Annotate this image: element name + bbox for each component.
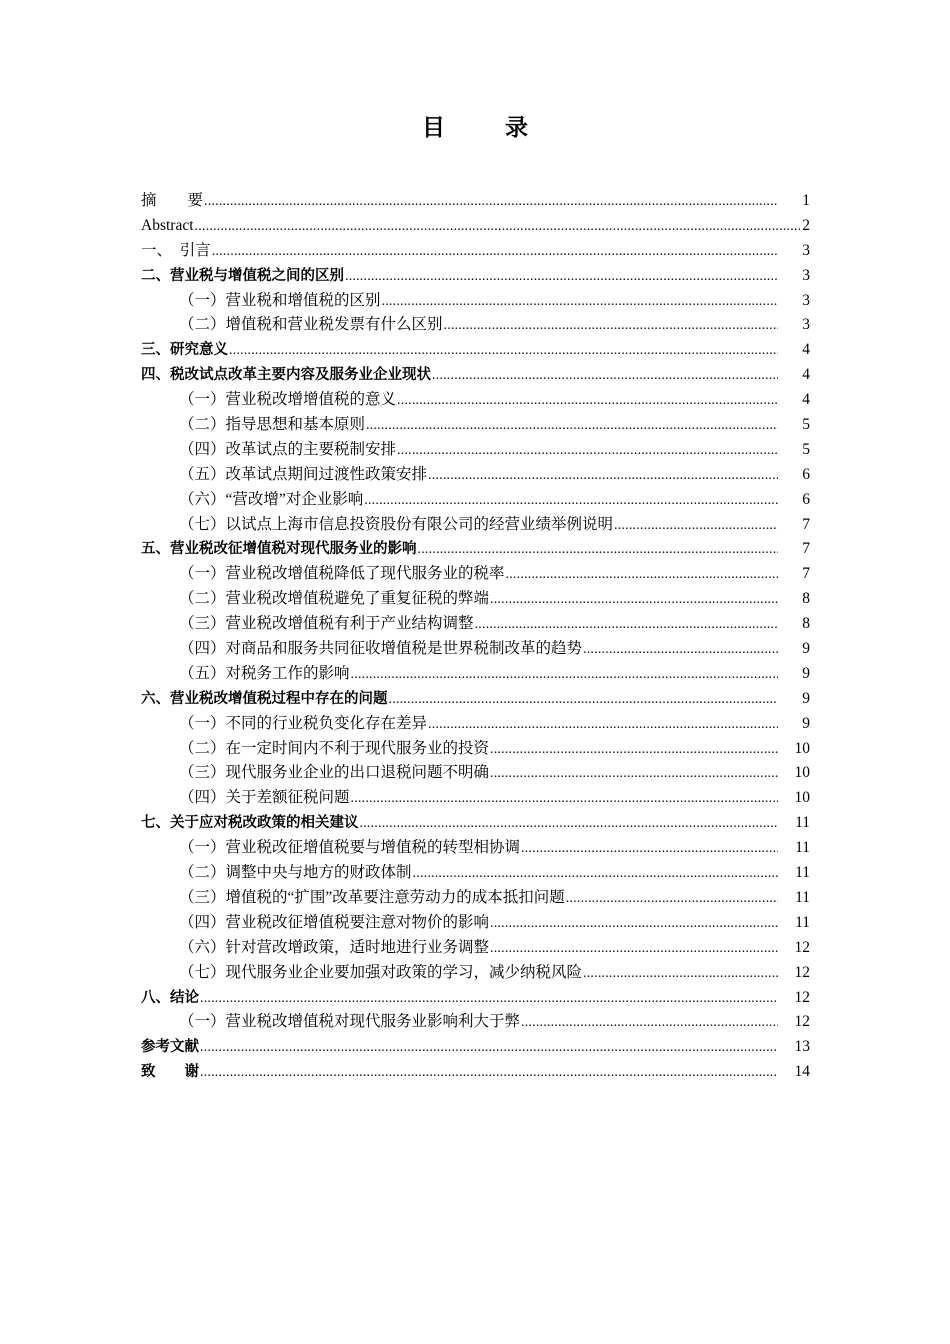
toc-dot-leader xyxy=(490,588,778,613)
toc-entry-label: （四）关于差额征税问题 xyxy=(179,789,350,807)
toc-entry-page-number: 12 xyxy=(794,988,810,1006)
toc-dot-leader xyxy=(506,563,778,588)
toc-entry-label: 三、研究意义 xyxy=(141,342,228,359)
toc-entry-label: （五）改革试点期间过渡性政策安排 xyxy=(179,465,428,483)
toc-dot-leader xyxy=(413,862,778,887)
toc-entry-page-number: 4 xyxy=(802,341,810,359)
toc-entry-page-number: 12 xyxy=(794,963,810,981)
toc-entry-label: 八、结论 xyxy=(141,989,199,1006)
toc-entry[interactable] xyxy=(141,413,810,438)
toc-entry[interactable] xyxy=(141,737,810,762)
toc-entry[interactable] xyxy=(141,264,810,289)
toc-entry-page-number: 13 xyxy=(794,1038,810,1056)
toc-entry[interactable] xyxy=(141,986,810,1011)
toc-entry-page-number: 10 xyxy=(794,764,810,782)
toc-entry-label: （七）以试点上海市信息投资股份有限公司的经营业绩举例说明 xyxy=(179,515,614,533)
toc-dot-leader xyxy=(345,265,778,290)
toc-entry-page-number: 10 xyxy=(794,739,810,757)
toc-entry-label: （一）营业税改征增值税要与增值税的转型相协调 xyxy=(179,839,521,857)
toc-entry-page-number: 5 xyxy=(802,416,810,434)
toc-entry[interactable] xyxy=(141,1010,810,1035)
toc-entry-label: （一）营业税改增增值税的意义 xyxy=(179,391,397,409)
toc-entry[interactable] xyxy=(141,1060,810,1085)
toc-entry-page-number: 11 xyxy=(795,913,810,931)
toc-entry[interactable] xyxy=(141,363,810,388)
toc-entry-page-number: 6 xyxy=(802,490,810,508)
toc-entry-label: 七、关于应对税改政策的相关建议 xyxy=(141,815,359,832)
toc-entry-label: 致 谢 xyxy=(141,1064,199,1081)
toc-entry-page-number: 7 xyxy=(802,515,810,533)
toc-entry-page-number: 12 xyxy=(794,938,810,956)
toc-entry-label: （一）营业税改增值税对现代服务业影响利大于弊 xyxy=(179,1013,521,1031)
toc-entry[interactable] xyxy=(141,811,810,836)
toc-dot-leader xyxy=(583,638,778,663)
toc-entry[interactable] xyxy=(141,562,810,587)
toc-entry-page-number: 6 xyxy=(802,465,810,483)
toc-entry-page-number: 9 xyxy=(802,714,810,732)
toc-entry[interactable] xyxy=(141,637,810,662)
toc-entry-label: 摘 要 xyxy=(141,192,204,209)
toc-dot-leader xyxy=(418,538,779,563)
toc-entry[interactable] xyxy=(141,886,810,911)
toc-dot-leader xyxy=(397,389,778,414)
toc-entry-page-number: 3 xyxy=(802,291,810,309)
toc-entry-page-number: 12 xyxy=(794,1013,810,1031)
toc-entry-label: （三）营业税改增值税有利于产业结构调整 xyxy=(179,615,474,633)
toc-dot-leader xyxy=(583,962,778,987)
toc-entry-page-number: 11 xyxy=(795,888,810,906)
toc-entry-page-number: 10 xyxy=(794,789,810,807)
toc-entry-page-number: 11 xyxy=(795,864,810,882)
toc-dot-leader xyxy=(444,314,778,339)
toc-entry[interactable] xyxy=(141,214,810,239)
toc-entry-page-number: 7 xyxy=(802,565,810,583)
toc-dot-leader xyxy=(432,364,778,389)
toc-dot-leader xyxy=(475,613,778,638)
toc-entry-label: （四）营业税改征增值税要注意对物价的影响 xyxy=(179,913,490,931)
toc-entry-page-number: 1 xyxy=(802,192,810,209)
toc-entry-page-number: 14 xyxy=(794,1063,810,1081)
toc-entry-label: （二）营业税改增值税避免了重复征税的弊端 xyxy=(179,590,490,608)
toc-entry-page-number: 7 xyxy=(802,540,810,558)
toc-dot-leader xyxy=(389,688,779,713)
toc-entry[interactable] xyxy=(141,911,810,936)
toc-entry-label: （六）针对营改增政策，适时地进行业务调整 xyxy=(179,938,490,956)
toc-entry-page-number: 3 xyxy=(802,316,810,334)
toc-entry-label: （二）调整中央与地方的财政体制 xyxy=(179,864,412,882)
toc-dot-leader xyxy=(490,738,778,763)
toc-entry-page-number: 4 xyxy=(802,366,810,384)
toc-entry[interactable] xyxy=(141,587,810,612)
toc-entry-label: （六）“营改增”对企业影响 xyxy=(179,490,364,508)
toc-entry-page-number: 8 xyxy=(802,615,810,633)
toc-entry[interactable] xyxy=(141,338,810,363)
toc-entry[interactable] xyxy=(141,289,810,314)
toc-entry[interactable] xyxy=(141,1035,810,1060)
toc-entry-label: 六、营业税改增值税过程中存在的问题 xyxy=(141,690,388,707)
toc-entry[interactable] xyxy=(141,537,810,562)
toc-entry[interactable] xyxy=(141,463,810,488)
toc-dot-leader xyxy=(195,215,801,240)
toc-entry-label: 一、 引言 xyxy=(141,241,211,259)
toc-entry[interactable] xyxy=(141,513,810,538)
toc-entry-label: （一）营业税和增值税的区别 xyxy=(179,291,381,309)
toc-entry[interactable] xyxy=(141,936,810,961)
toc-entry-label: （七）现代服务业企业要加强对政策的学习，减少纳税风险 xyxy=(179,963,583,981)
toc-dot-leader xyxy=(614,514,778,539)
toc-entry[interactable] xyxy=(141,761,810,786)
toc-entry[interactable] xyxy=(141,239,810,264)
toc-entry[interactable] xyxy=(141,786,810,811)
toc-dot-leader xyxy=(366,414,778,439)
page-title: 目 录 xyxy=(421,115,554,141)
toc-entry-page-number: 9 xyxy=(802,640,810,658)
toc-entry-page-number: 4 xyxy=(802,391,810,409)
toc-entry[interactable] xyxy=(141,687,810,712)
toc-entry-page-number: 3 xyxy=(802,266,810,284)
toc-dot-leader xyxy=(490,762,778,787)
toc-entry-label: （四）改革试点的主要税制安排 xyxy=(179,440,397,458)
toc-dot-leader xyxy=(200,1061,778,1086)
toc-entry[interactable] xyxy=(141,313,810,338)
toc-entry[interactable] xyxy=(141,861,810,886)
toc-entry-label: （一）营业税改增值税降低了现代服务业的税率 xyxy=(179,565,505,583)
toc-dot-leader xyxy=(364,489,778,514)
toc-entry-label: （五）对税务工作的影响 xyxy=(179,664,350,682)
toc-entry-label: 参考文献 xyxy=(141,1039,199,1056)
toc-entry[interactable] xyxy=(141,612,810,637)
toc-entry-label: （三）现代服务业企业的出口退税问题不明确 xyxy=(179,764,490,782)
toc-entry-page-number: 9 xyxy=(802,689,810,707)
toc-entry[interactable] xyxy=(141,438,810,463)
toc-dot-leader xyxy=(428,464,778,489)
toc-entry-label: （二）在一定时间内不利于现代服务业的投资 xyxy=(179,739,490,757)
toc-dot-leader xyxy=(397,439,778,464)
toc-entry-label: 五、营业税改征增值税对现代服务业的影响 xyxy=(141,541,417,558)
toc-entry-label: 二、营业税与增值税之间的区别 xyxy=(141,267,344,284)
toc-entry[interactable] xyxy=(141,961,810,986)
toc-entry-page-number: 9 xyxy=(802,664,810,682)
toc-entry[interactable] xyxy=(141,488,810,513)
toc-dot-leader xyxy=(200,987,778,1012)
toc-entry[interactable] xyxy=(141,388,810,413)
toc-dot-leader xyxy=(566,887,778,912)
toc-dot-leader xyxy=(360,812,779,837)
toc-entry-page-number: 3 xyxy=(802,241,810,259)
toc-entry-page-number: 11 xyxy=(795,814,810,832)
toc-entry[interactable] xyxy=(141,836,810,861)
toc-dot-leader xyxy=(490,912,778,937)
toc-dot-leader xyxy=(200,1036,778,1061)
toc-entry-label: （二）增值税和营业税发票有什么区别 xyxy=(179,316,443,334)
toc-dot-leader xyxy=(351,787,778,812)
toc-entry[interactable] xyxy=(141,712,810,737)
toc-entry-label: （四）对商品和服务共同征收增值税是世界税制改革的趋势 xyxy=(179,640,583,658)
toc-dot-leader xyxy=(204,190,778,215)
toc-entry-page-number: 8 xyxy=(802,590,810,608)
toc-entry-page-number: 11 xyxy=(795,839,810,857)
toc-dot-leader xyxy=(521,837,778,862)
toc-entry-label: 四、税改试点改革主要内容及服务业企业现状 xyxy=(141,367,431,384)
toc-dot-leader xyxy=(212,240,778,265)
toc-dot-leader xyxy=(229,339,778,364)
toc-entry-page-number: 2 xyxy=(802,216,810,234)
table-of-contents xyxy=(141,189,810,1085)
toc-entry[interactable] xyxy=(141,189,810,214)
toc-entry-label: （一）不同的行业税负变化存在差异 xyxy=(179,714,428,732)
toc-entry-label: （三）增值税的“扩围”改革要注意劳动力的成本抵扣问题 xyxy=(179,888,565,906)
toc-dot-leader xyxy=(382,290,778,315)
toc-dot-leader xyxy=(521,1011,778,1036)
toc-entry-page-number: 5 xyxy=(802,440,810,458)
toc-entry-label: Abstract xyxy=(141,216,194,234)
toc-entry-label: （二）指导思想和基本原则 xyxy=(179,416,366,434)
toc-entry[interactable] xyxy=(141,662,810,687)
toc-dot-leader xyxy=(490,937,778,962)
toc-dot-leader xyxy=(351,663,778,688)
toc-dot-leader xyxy=(428,713,778,738)
